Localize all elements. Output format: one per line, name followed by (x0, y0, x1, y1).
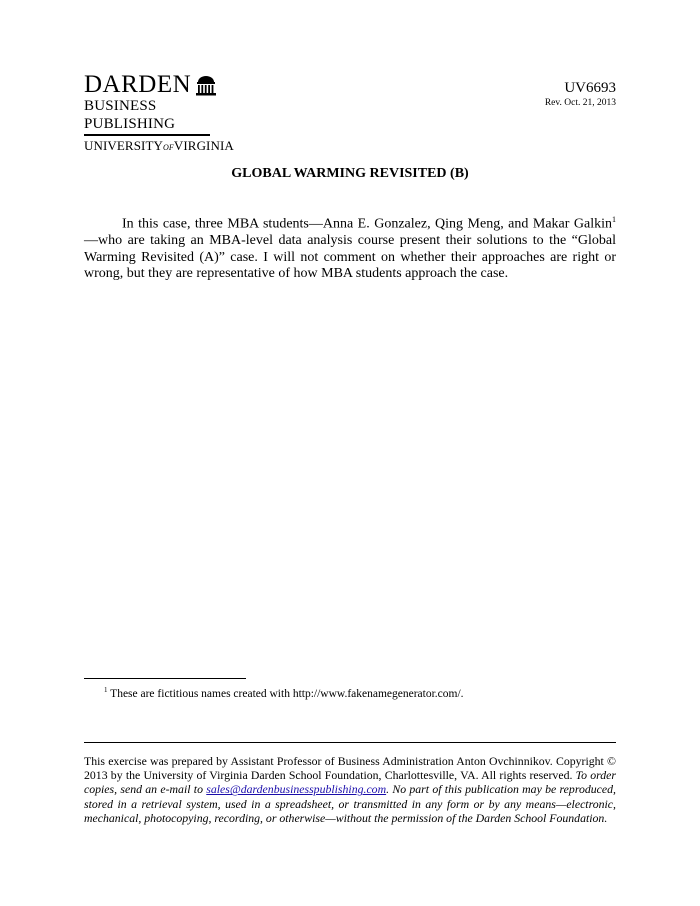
footnote-ref[interactable]: 1 (612, 215, 616, 224)
logo-university: UNIVERSITYofVIRGINIA (84, 137, 234, 153)
revision-date: Rev. Oct. 21, 2013 (544, 98, 616, 108)
logo-divider (84, 134, 210, 136)
footnote: $^1$ These are fictitious names created with http://www.fakenamegenerator.com/. (104, 686, 464, 700)
case-code: UV6693 (564, 80, 616, 96)
rotunda-icon (195, 74, 217, 96)
logo-business-publishing: BUSINESS PUBLISHING (84, 98, 176, 132)
logo-darden-text: DARDEN (84, 71, 192, 98)
footnote-divider (84, 678, 246, 679)
email-link[interactable]: sales@dardenbusinesspublishing.com (206, 782, 387, 797)
body-paragraph: In this case, three MBA students—Anna E. Gonzalez, Qing Meng, and Makar Galkin$^1$—who are taking an MBA-level data analysis course present their solutions to the “Global Warming Revisited (A)” case. I will not comment on whether their approaches are right or wrong, but they are representative of how MBA students approach the case. (84, 215, 616, 282)
footer-divider (84, 742, 616, 743)
copyright-notice: This exercise was prepared by Assistant Professor of Business Administration Anton Ovchinnikov. Copyright © 2013 by the University of Virginia Darden School Foundation, Charlottesville, VA. All rights reserved. To order copies, send an e-mail to sales@dardenbusinesspublishing.com. No part of this publication may be reproduced, stored in a retrieval system, used in a spreadsheet, or transmitted in any form or by any means—electronic, mechanical, photocopying, recording, or otherwise—without the permission of the Darden School Foundation. (84, 754, 616, 825)
darden-logo (84, 71, 234, 155)
page-title: GLOBAL WARMING REVISITED (B) (231, 166, 469, 181)
